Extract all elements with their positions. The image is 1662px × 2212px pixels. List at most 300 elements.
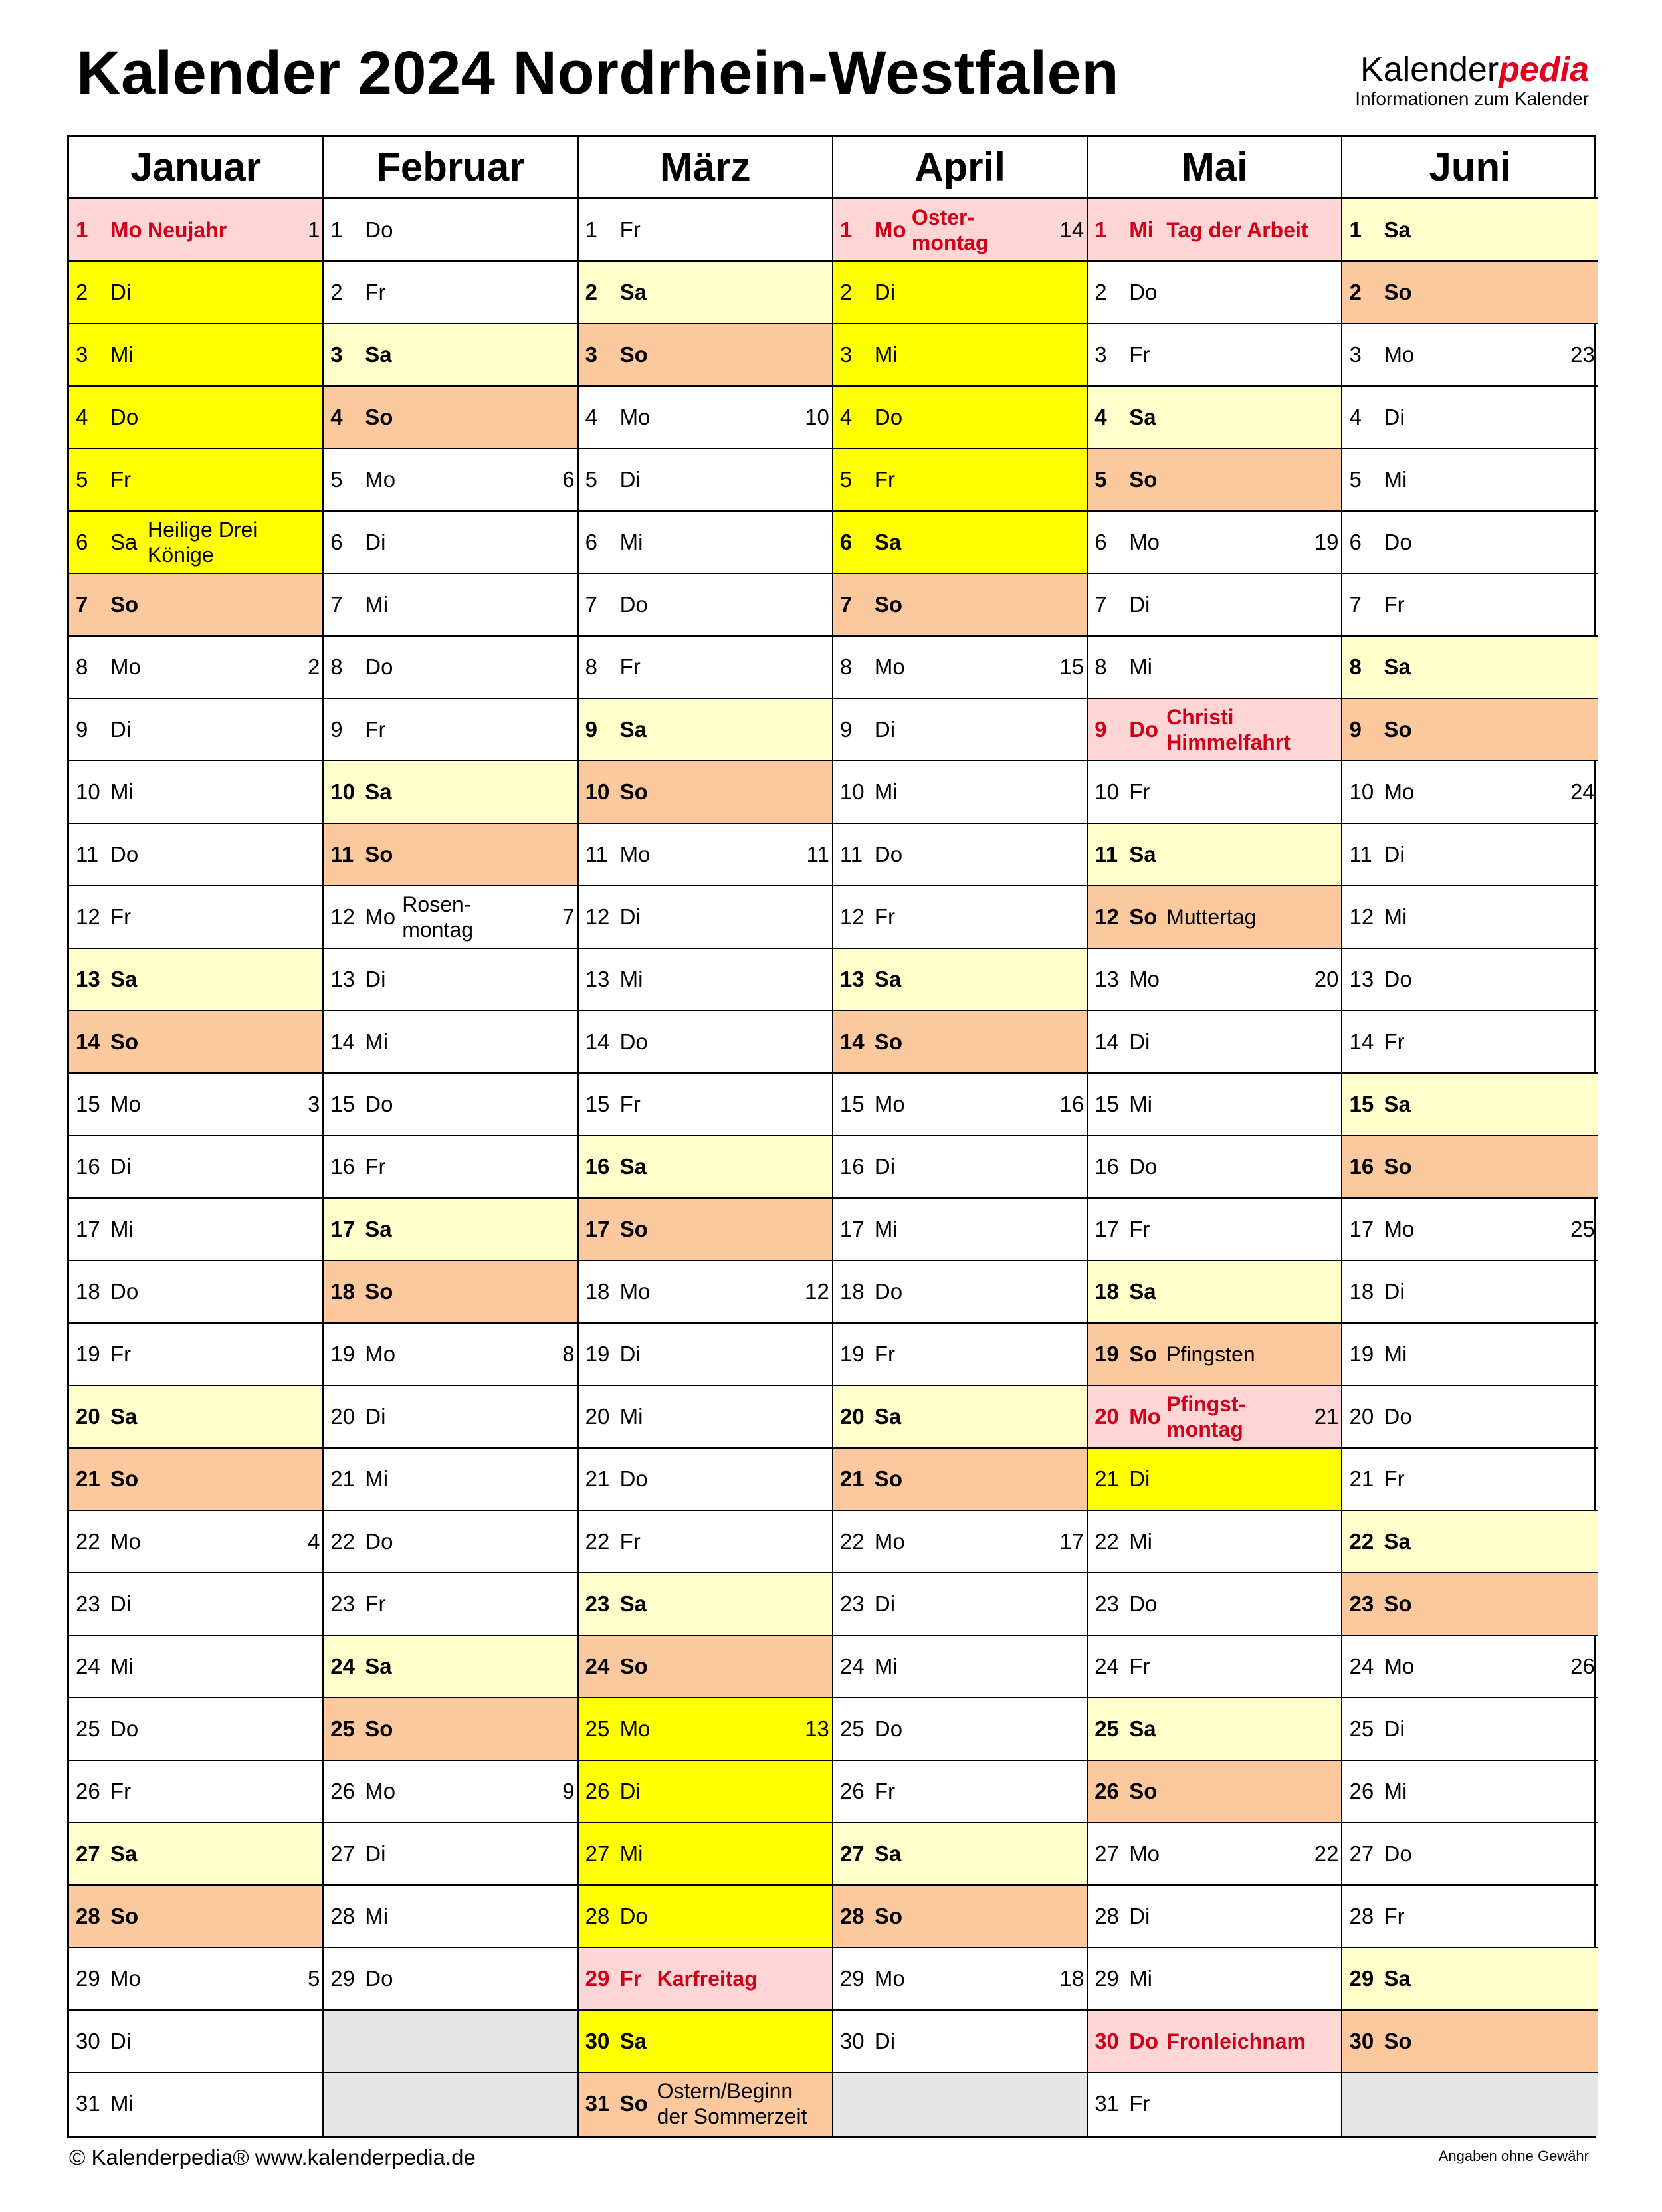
weekday: Fr — [110, 904, 132, 929]
day-number: 16 — [585, 1154, 610, 1179]
day-cell — [1342, 262, 1597, 324]
weekday: Sa — [874, 967, 902, 991]
weekday: Mi — [1384, 904, 1407, 929]
weekday: Fr — [874, 904, 896, 929]
weekday: Fr — [1129, 1217, 1150, 1241]
day-cell — [833, 574, 1087, 637]
day-number: 4 — [330, 405, 343, 429]
day-cell — [1342, 1636, 1597, 1698]
day-cell — [1342, 1761, 1597, 1823]
day-cell — [1088, 2011, 1341, 2073]
weekday: Mi — [365, 1904, 389, 1928]
weekday: Mi — [365, 1466, 389, 1491]
day-number: 2 — [839, 280, 853, 304]
day-number: 2 — [1094, 280, 1107, 304]
weekday: So — [110, 1904, 139, 1928]
day-cell — [833, 1698, 1087, 1761]
day-number: 31 — [76, 2091, 100, 2116]
day-number: 29 — [585, 1966, 610, 1991]
day-number: 25 — [839, 1716, 865, 1741]
day-number: 14 — [1094, 1029, 1119, 1054]
day-cell — [1342, 387, 1597, 449]
day-cell — [69, 1199, 322, 1261]
weekday: Sa — [365, 1654, 392, 1678]
day-cell — [69, 637, 322, 699]
day-number: 3 — [839, 342, 853, 367]
day-number: 27 — [585, 1841, 610, 1866]
day-number: 26 — [1094, 1779, 1119, 1803]
day-cell — [1088, 1698, 1341, 1761]
day-note: Karfreitag — [657, 1967, 758, 1991]
day-cell — [69, 1636, 322, 1698]
day-cell — [579, 1948, 832, 2011]
day-number: 19 — [585, 1342, 610, 1366]
day-number: 18 — [585, 1279, 610, 1304]
day-cell — [579, 1261, 832, 1324]
week-number: 22 — [1314, 1841, 1339, 1866]
weekday: Di — [874, 2029, 896, 2053]
brand-logo[interactable] — [1355, 50, 1589, 109]
week-number: 18 — [1059, 1966, 1085, 1991]
day-number: 29 — [76, 1966, 100, 1991]
day-number: 10 — [330, 779, 356, 804]
weekday: So — [874, 592, 903, 617]
day-number: 4 — [1349, 405, 1362, 429]
day-number: 6 — [1349, 530, 1362, 554]
weekday: Sa — [365, 342, 392, 367]
weekday: Mo — [1129, 1841, 1160, 1866]
day-number: 5 — [1349, 467, 1362, 492]
day-cell — [324, 1324, 577, 1386]
day-number: 11 — [1094, 842, 1118, 866]
day-number: 24 — [839, 1654, 865, 1678]
weekday: Do — [1384, 1404, 1412, 1429]
day-number: 7 — [330, 592, 343, 617]
weekday: Do — [110, 405, 139, 429]
day-number: 19 — [1094, 1342, 1119, 1366]
month-column — [324, 137, 578, 2136]
day-number: 13 — [585, 967, 610, 991]
day-number: 22 — [76, 1529, 100, 1554]
day-cell — [579, 1011, 832, 1074]
day-number: 23 — [76, 1591, 100, 1616]
weekday: Sa — [619, 717, 647, 742]
weekday: Mo — [1129, 1404, 1161, 1429]
weekday: So — [619, 1654, 648, 1678]
day-cell — [1088, 637, 1341, 699]
week-number: 26 — [1570, 1654, 1595, 1678]
day-cell — [69, 1761, 322, 1823]
weekday: Di — [619, 904, 641, 929]
week-number: 11 — [806, 842, 829, 866]
day-cell — [1088, 1511, 1341, 1573]
day-cell — [579, 2011, 832, 2073]
week-number: 8 — [562, 1342, 575, 1366]
day-number: 18 — [330, 1279, 356, 1304]
day-number: 27 — [1349, 1841, 1374, 1866]
day-number: 28 — [839, 1904, 865, 1928]
weekday: Fr — [619, 1529, 641, 1554]
day-cell — [1342, 574, 1597, 637]
weekday: Fr — [110, 1342, 132, 1366]
month-header: Mai — [1088, 137, 1341, 199]
weekday: Sa — [874, 530, 902, 554]
day-cell — [69, 699, 322, 761]
weekday: Mi — [1129, 1966, 1153, 1991]
day-number: 9 — [585, 717, 597, 742]
day-cell — [1342, 1449, 1597, 1511]
day-cell — [579, 637, 832, 699]
week-number: 19 — [1314, 530, 1339, 554]
weekday: Fr — [1384, 1904, 1405, 1928]
day-cell — [579, 1136, 832, 1199]
day-cell — [1342, 449, 1597, 512]
week-number: 2 — [307, 654, 320, 679]
empty-cell — [1342, 2073, 1597, 2136]
weekday: So — [874, 1904, 903, 1928]
weekday: Mi — [1384, 1779, 1407, 1803]
day-cell — [69, 1261, 322, 1324]
day-cell — [69, 1011, 322, 1074]
day-number: 23 — [585, 1591, 610, 1616]
day-cell — [833, 262, 1087, 324]
day-number: 22 — [839, 1529, 865, 1554]
day-cell — [69, 1386, 322, 1449]
day-number: 2 — [585, 280, 597, 304]
day-number: 16 — [839, 1154, 865, 1179]
day-number: 10 — [76, 779, 100, 804]
weekday: Di — [110, 1591, 132, 1616]
day-cell — [1088, 699, 1341, 761]
week-number: 17 — [1059, 1529, 1085, 1554]
day-number: 21 — [585, 1466, 610, 1491]
weekday: Do — [110, 1716, 139, 1741]
weekday: Mo — [1129, 967, 1160, 991]
day-cell — [1342, 1823, 1597, 1886]
day-cell — [833, 1199, 1087, 1261]
day-number: 14 — [330, 1029, 356, 1054]
day-number: 4 — [76, 405, 88, 429]
weekday: Sa — [365, 1217, 392, 1241]
weekday: Mi — [110, 342, 134, 367]
day-cell — [69, 761, 322, 824]
week-number: 4 — [307, 1529, 320, 1554]
day-number: 10 — [839, 779, 865, 804]
day-number: 13 — [330, 967, 356, 991]
day-cell — [69, 1698, 322, 1761]
day-cell — [324, 824, 577, 886]
day-number: 17 — [76, 1217, 100, 1241]
weekday: Sa — [365, 779, 392, 804]
day-number: 20 — [330, 1404, 356, 1429]
day-number: 27 — [1094, 1841, 1119, 1866]
weekday: Di — [110, 1154, 132, 1179]
month-header: Februar — [324, 137, 577, 199]
weekday: Mo — [874, 654, 905, 679]
day-number: 1 — [330, 217, 343, 242]
day-number: 20 — [839, 1404, 865, 1429]
day-number: 20 — [1094, 1404, 1119, 1429]
day-number: 9 — [1094, 717, 1107, 742]
day-cell — [324, 886, 577, 949]
weekday: Sa — [1384, 1092, 1411, 1116]
day-number: 30 — [76, 2029, 100, 2053]
week-number: 23 — [1570, 342, 1595, 367]
weekday: Sa — [1384, 1966, 1411, 1991]
day-cell — [833, 1074, 1087, 1136]
weekday: Do — [874, 1716, 903, 1741]
weekday: Do — [619, 1029, 648, 1054]
weekday: Di — [874, 1154, 896, 1179]
day-cell — [324, 1011, 577, 1074]
weekday: Mo — [365, 904, 396, 929]
day-cell — [69, 512, 322, 574]
weekday: Mo — [365, 1779, 396, 1803]
day-cell — [579, 1449, 832, 1511]
day-number: 3 — [330, 342, 343, 367]
day-cell — [324, 1449, 577, 1511]
day-number: 30 — [1094, 2029, 1119, 2053]
day-cell — [324, 1948, 577, 2011]
week-number: 7 — [562, 904, 575, 929]
week-number: 3 — [307, 1092, 320, 1116]
day-number: 17 — [839, 1217, 865, 1241]
day-number: 4 — [1094, 405, 1107, 429]
day-number: 1 — [839, 217, 853, 242]
day-cell — [324, 699, 577, 761]
day-number: 21 — [1349, 1466, 1374, 1491]
day-number: 7 — [1349, 592, 1362, 617]
day-cell — [1342, 1199, 1597, 1261]
day-note: Heilige Drei Könige — [148, 518, 258, 567]
day-cell — [324, 1136, 577, 1199]
day-number: 18 — [839, 1279, 865, 1304]
weekday: Di — [365, 1404, 386, 1429]
day-note: Oster- montag — [911, 205, 989, 254]
day-number: 13 — [839, 967, 865, 991]
day-cell — [579, 1511, 832, 1573]
day-number: 4 — [839, 405, 853, 429]
day-number: 27 — [330, 1841, 356, 1866]
footer-copyright: © Kalenderpedia® www.kalenderpedia.de — [69, 2145, 476, 2169]
weekday: Do — [619, 1904, 648, 1928]
day-cell — [833, 637, 1087, 699]
day-cell — [1342, 886, 1597, 949]
day-cell — [1088, 449, 1341, 512]
day-cell — [579, 1324, 832, 1386]
weekday: Do — [1384, 967, 1412, 991]
day-number: 24 — [76, 1654, 100, 1678]
page-title: Kalender 2024 Nordrhein-Westfalen — [76, 39, 1120, 107]
day-number: 15 — [839, 1092, 865, 1116]
day-number: 13 — [1094, 967, 1119, 991]
day-number: 28 — [585, 1904, 610, 1928]
day-cell — [324, 199, 577, 262]
weekday: Mo — [365, 467, 396, 492]
day-number: 8 — [330, 654, 343, 679]
day-number: 1 — [1094, 217, 1107, 242]
day-number: 24 — [585, 1654, 610, 1678]
month-header: April — [833, 137, 1087, 199]
day-cell — [833, 2011, 1087, 2073]
day-cell — [833, 449, 1087, 512]
weekday: Sa — [1384, 1529, 1411, 1554]
day-number: 8 — [1349, 654, 1362, 679]
day-number: 2 — [1349, 280, 1362, 304]
day-number: 25 — [330, 1716, 356, 1741]
day-cell — [69, 886, 322, 949]
day-cell — [69, 1324, 322, 1386]
day-cell — [1342, 1261, 1597, 1324]
weekday: Mo — [619, 405, 651, 429]
day-number: 7 — [585, 592, 597, 617]
day-cell — [1088, 1386, 1341, 1449]
day-cell — [1342, 1324, 1597, 1386]
day-cell — [1342, 1386, 1597, 1449]
day-cell — [324, 1761, 577, 1823]
day-cell — [69, 1823, 322, 1886]
day-cell — [1088, 1948, 1341, 2011]
weekday: Do — [874, 1279, 903, 1304]
day-cell — [1342, 1948, 1597, 2011]
weekday: Sa — [110, 1841, 138, 1866]
day-cell — [324, 1573, 577, 1636]
weekday: Fr — [619, 217, 641, 242]
day-cell — [324, 1199, 577, 1261]
weekday: Sa — [1129, 842, 1156, 866]
day-number: 19 — [330, 1342, 356, 1366]
day-cell — [833, 699, 1087, 761]
empty-cell — [324, 2073, 577, 2136]
day-cell — [833, 1011, 1087, 1074]
weekday: So — [874, 1029, 903, 1054]
brand-name-accent: pedia — [1499, 50, 1589, 89]
day-number: 29 — [1094, 1966, 1119, 1991]
weekday: Di — [110, 717, 132, 742]
day-cell — [1342, 699, 1597, 761]
day-cell — [324, 262, 577, 324]
day-number: 2 — [76, 280, 88, 304]
day-cell — [324, 637, 577, 699]
day-cell — [833, 387, 1087, 449]
week-number: 21 — [1314, 1404, 1339, 1429]
day-number: 18 — [76, 1279, 100, 1304]
day-cell — [324, 387, 577, 449]
weekday: Sa — [619, 2029, 647, 2053]
day-cell — [324, 1386, 577, 1449]
weekday: Mo — [110, 1529, 141, 1554]
month-header: Januar — [69, 137, 322, 199]
day-cell — [833, 1886, 1087, 1948]
day-number: 6 — [330, 530, 343, 554]
weekday: Sa — [619, 1154, 647, 1179]
day-note: Christi Himmelfahrt — [1166, 705, 1291, 754]
day-cell — [579, 387, 832, 449]
day-number: 14 — [1349, 1029, 1374, 1054]
weekday: Mi — [619, 1841, 643, 1866]
day-cell — [833, 1823, 1087, 1886]
day-number: 16 — [1349, 1154, 1374, 1179]
day-number: 23 — [1094, 1591, 1119, 1616]
weekday: Di — [619, 467, 641, 492]
day-number: 30 — [585, 2029, 610, 2053]
day-cell — [579, 1573, 832, 1636]
day-cell — [324, 324, 577, 387]
weekday: Mo — [110, 1966, 141, 1991]
day-number: 14 — [585, 1029, 610, 1054]
weekday: Mi — [110, 2091, 134, 2116]
weekday: Fr — [1129, 779, 1150, 804]
day-cell — [1088, 387, 1341, 449]
day-cell — [69, 949, 322, 1011]
day-number: 3 — [1349, 342, 1362, 367]
day-cell — [69, 2073, 322, 2136]
day-cell — [69, 824, 322, 886]
day-number: 26 — [330, 1779, 356, 1803]
weekday: Sa — [110, 530, 138, 554]
day-cell — [579, 699, 832, 761]
day-number: 11 — [839, 842, 863, 866]
weekday: Fr — [874, 467, 896, 492]
day-note: Rosen- montag — [402, 892, 474, 942]
weekday: Di — [1384, 842, 1405, 866]
day-cell — [69, 1886, 322, 1948]
weekday: Mo — [874, 1092, 905, 1116]
day-number: 3 — [76, 342, 88, 367]
weekday: Di — [110, 280, 132, 304]
weekday: Sa — [874, 1841, 902, 1866]
week-number: 16 — [1059, 1092, 1085, 1116]
weekday: Mo — [1384, 342, 1415, 367]
day-number: 11 — [585, 842, 608, 866]
day-cell — [833, 324, 1087, 387]
day-number: 6 — [1094, 530, 1107, 554]
weekday: Di — [874, 1591, 896, 1616]
day-number: 29 — [330, 1966, 356, 1991]
day-cell — [579, 1886, 832, 1948]
day-cell — [1342, 1698, 1597, 1761]
empty-cell — [324, 2011, 577, 2073]
day-cell — [1088, 2073, 1341, 2136]
weekday: Mo — [1384, 1217, 1415, 1241]
day-note: Neujahr — [148, 218, 227, 242]
day-number: 16 — [330, 1154, 356, 1179]
day-cell — [833, 1948, 1087, 2011]
empty-cell — [833, 2073, 1087, 2136]
day-note: Muttertag — [1166, 905, 1257, 929]
day-number: 5 — [585, 467, 597, 492]
day-number: 20 — [585, 1404, 610, 1429]
weekday: So — [365, 1716, 393, 1741]
day-cell — [1088, 1636, 1341, 1698]
month-header: März — [579, 137, 832, 199]
day-number: 16 — [1094, 1154, 1119, 1179]
weekday: Mi — [1129, 217, 1154, 242]
day-number: 21 — [1094, 1466, 1119, 1491]
weekday: Fr — [1129, 342, 1150, 367]
day-cell — [69, 1074, 322, 1136]
weekday: Mi — [874, 1654, 898, 1678]
weekday: So — [619, 1217, 648, 1241]
weekday: Mi — [874, 1217, 898, 1241]
day-number: 9 — [1349, 717, 1362, 742]
weekday: So — [365, 842, 393, 866]
day-cell — [69, 324, 322, 387]
day-cell — [833, 512, 1087, 574]
day-cell — [324, 449, 577, 512]
weekday: Di — [365, 967, 386, 991]
day-number: 3 — [585, 342, 597, 367]
